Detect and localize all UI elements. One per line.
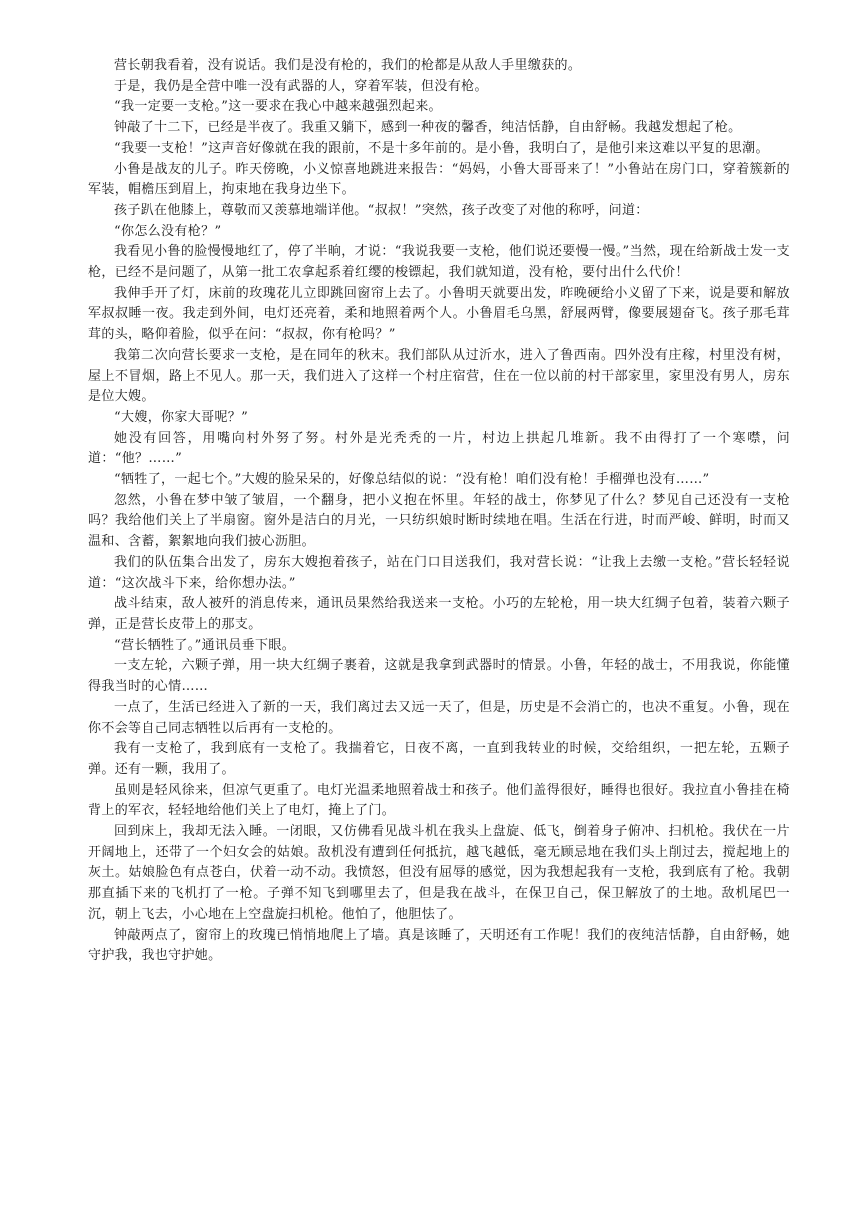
paragraph: 我看见小鲁的脸慢慢地红了，停了半晌，才说：“我说我要一支枪，他们说还要慢一慢。”当然，现在给新战士发一支枪，已经不是问题了，从第一批工农拿起系着红缨的梭镖起，我们就知道，没有枪，要付出什么代价！ <box>88 244 790 281</box>
paragraph: “大嫂，你家大哥呢？” <box>114 409 249 425</box>
document-page <box>88 56 790 967</box>
paragraph: “你怎么没有枪？” <box>114 223 222 239</box>
paragraph: 小鲁是战友的儿子。昨天傍晚，小义惊喜地跳进来报告：“妈妈，小鲁大哥哥来了！”小鲁站在房门口，穿着簇新的军装，帽檐压到眉上，拘束地在我身边坐下。 <box>88 161 790 198</box>
paragraph: “我一定要一支枪。”这一要求在我心中越来越强烈起来。 <box>114 99 442 115</box>
paragraph: 于是，我仍是全营中唯一没有武器的人，穿着军装，但没有枪。 <box>114 78 488 94</box>
paragraph: “营长牺牲了。”通讯员垂下眼。 <box>114 637 296 653</box>
paragraph: 钟敲了十二下，已经是半夜了。我重又躺下，感到一种夜的馨香，纯洁恬静，自由舒畅。我越发想起了枪。 <box>114 120 742 136</box>
paragraph: “牺牲了，一起七个。”大嫂的脸呆呆的，好像总结似的说：“没有枪！咱们没有枪！手榴弹也没有……” <box>114 472 710 488</box>
paragraph: 我第二次向营长要求一支枪，是在同年的秋末。我们部队从过沂水，进入了鲁西南。四外没有庄稼，村里没有树，屋上不冒烟，路上不见人。那一天，我们进入了这样一个村庄宿营，住在一位以前的村干部家里，家里没有男人，房东是位大嫂。 <box>88 347 790 405</box>
paragraph: 忽然，小鲁在梦中皱了皱眉，一个翻身，把小义抱在怀里。年轻的战士，你梦见了什么？梦见自己还没有一支枪吗？我给他们关上了半扇窗。窗外是洁白的月光，一只纺织娘时断时续地在唱。生活在行进，时而严峻、鲜明，时而又温和、含蓄，絮絮地向我们披心沥胆。 <box>88 492 790 550</box>
paragraph: 虽则是轻风徐来，但凉气更重了。电灯光温柔地照着战士和孩子。他们盖得很好，睡得也很好。我拉直小鲁挂在椅背上的军衣，轻轻地给他们关上了电灯，掩上了门。 <box>88 782 790 819</box>
paragraph: 营长朝我看着，没有说话。我们是没有枪的，我们的枪都是从敌人手里缴获的。 <box>114 58 582 73</box>
paragraph: 钟敲两点了，窗帘上的玫瑰已悄悄地爬上了墙。真是该睡了，天明还有工作呢！我们的夜纯洁恬静，自由舒畅，她守护我，我也守护她。 <box>88 927 790 964</box>
paragraph: 一支左轮，六颗子弹，用一块大红绸子裹着，这就是我拿到武器时的情景。小鲁，年轻的战士，不用我说，你能懂得我当时的心情…… <box>88 658 790 695</box>
paragraph: “我要一支枪！”这声音好像就在我的跟前，不是十多年前的。是小鲁，我明白了，是他引来这难以平复的思潮。 <box>114 140 769 156</box>
paragraph: 战斗结束，敌人被歼的消息传来，通讯员果然给我送来一支枪。小巧的左轮枪，用一块大红绸子包着，装着六颗子弹，正是营长皮带上的那支。 <box>88 596 790 632</box>
paragraph: 一点了，生活已经进入了新的一天，我们离过去又远一天了，但是，历史是不会消亡的，也决不重复。小鲁，现在你不会等自己同志牺牲以后再有一支枪的。 <box>88 699 790 736</box>
paragraph: 我有一支枪了，我到底有一支枪了。我揣着它，日夜不离，一直到我转业的时候，交给组织，一把左轮，五颗子弹。还有一颗，我用了。 <box>88 741 790 777</box>
paragraph: 她没有回答，用嘴向村外努了努。村外是光秃秃的一片，村边上拱起几堆新。我不由得打了一个寒噤，问道：“他？……” <box>88 430 790 467</box>
paragraph: 回到床上，我却无法入睡。一闭眼，又仿佛看见战斗机在我头上盘旋、低飞，倒着身子俯冲、扫机枪。我伏在一片开阔地上，还带了一个妇女会的姑娘。敌机没有遭到任何抵抗，越飞越低，毫无顾忌地在我们头上削过去，搅起地上的灰土。姑娘脸色有点苍白，伏着一动不动。我愤怒，但没有屈辱的感觉，因为我想起我有一支枪，我到底有了枪。我朝那直插下来的飞机打了一枪。子弹不知飞到哪里去了，但是我在战斗，在保卫自己，保卫解放了的土地。敌机尾巴一沉，朝上飞去，小心地在上空盘旋扫机枪。他怕了，他胆怯了。 <box>88 824 790 922</box>
paragraph: 我们的队伍集合出发了，房东大嫂抱着孩子，站在门口目送我们，我对营长说：“让我上去缴一支枪。”营长轻轻说道：“这次战斗下来，给你想办法。” <box>88 554 790 591</box>
paragraph: 我伸手开了灯，床前的玫瑰花儿立即跳回窗帘上去了。小鲁明天就要出发，昨晚硬给小义留了下来，说是要和解放军叔叔睡一夜。我走到外间，电灯还亮着，柔和地照着两个人。小鲁眉毛乌黑，舒展两臂，像要展翅奋飞。孩子那毛茸茸的头，略仰着脸，似乎在问：“叔叔，你有枪吗？” <box>88 285 790 343</box>
paragraph: 孩子趴在他膝上，尊敬而又羡慕地端详他。“叔叔！”突然，孩子改变了对他的称呼，问道： <box>114 202 649 218</box>
